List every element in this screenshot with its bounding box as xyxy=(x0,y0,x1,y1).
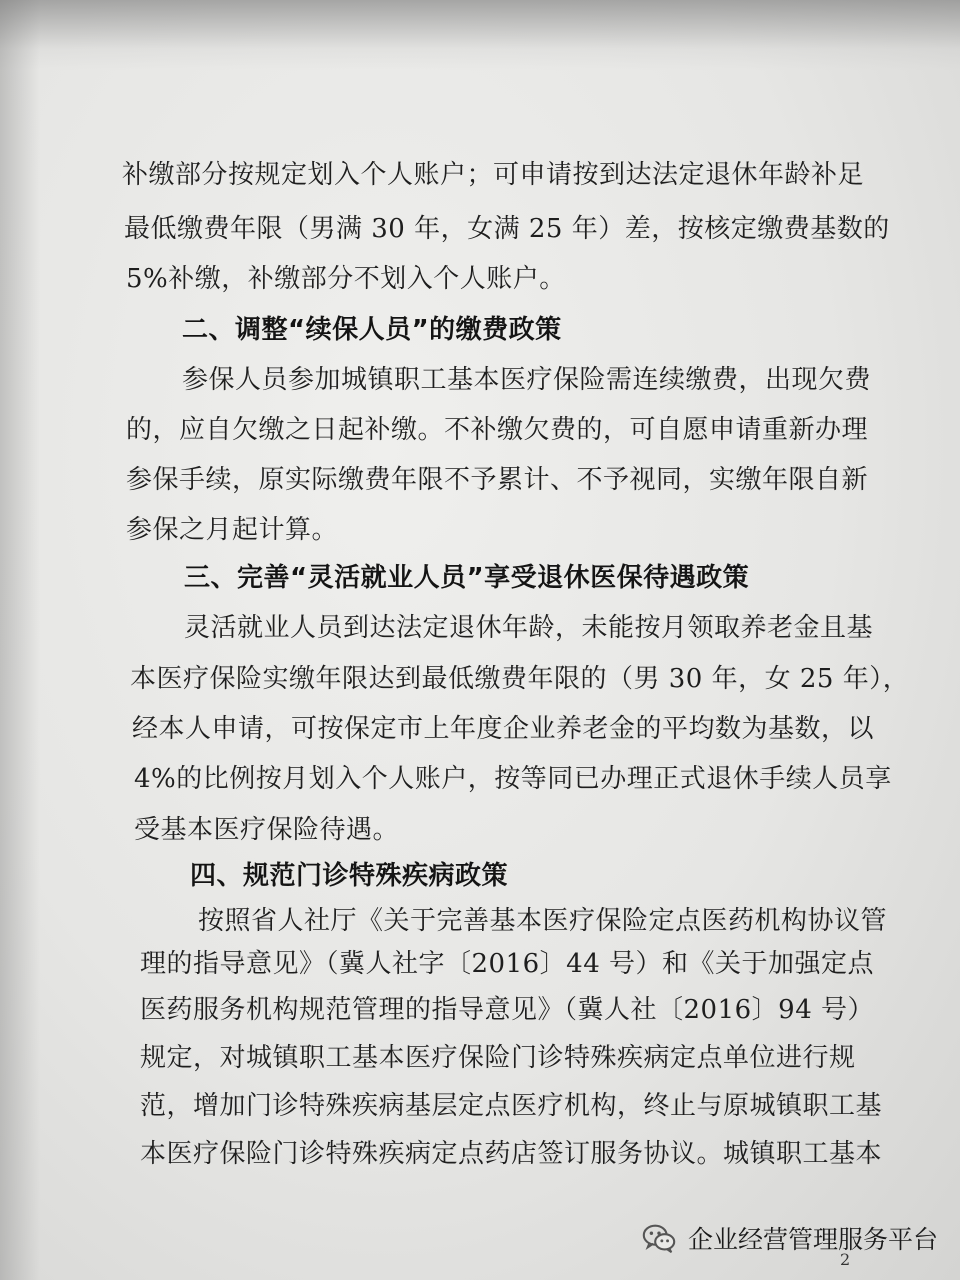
text-line: 经本人申请，可按保定市上年度企业养老金的平均数为基数，以 xyxy=(132,714,875,744)
watermark-text: 企业经营管理服务平台 xyxy=(688,1225,939,1254)
text-line: 规定，对城镇职工基本医疗保险门诊特殊疾病定点单位进行规 xyxy=(140,1043,856,1073)
watermark xyxy=(640,1218,938,1258)
text-line: 参保之月起计算。 xyxy=(126,515,339,545)
text-line: 4%的比例按月划入个人账户，按等同已办理正式退休手续人员享 xyxy=(134,764,892,794)
text-line: 理的指导意见》（冀人社字〔2016〕44 号）和《关于加强定点 xyxy=(140,949,875,979)
text-line: 的，应自欠缴之日起补缴。不补缴欠费的，可自愿申请重新办理 xyxy=(126,415,869,445)
wechat-icon xyxy=(640,1219,678,1257)
left-shadow xyxy=(0,0,40,1280)
text-line: 5%补缴，补缴部分不划入个人账户。 xyxy=(126,264,566,294)
text-line: 范，增加门诊特殊疾病基层定点医疗机构，终止与原城镇职工基 xyxy=(140,1091,883,1121)
text-line: 最低缴费年限（男满 30 年，女满 25 年）差，按核定缴费基数的 xyxy=(124,214,890,244)
page-number: 2 xyxy=(840,1250,851,1269)
text-line: 参保手续，原实际缴费年限不予累计、不予视同，实缴年限自新 xyxy=(126,465,869,495)
section-heading-3: 三、完善“灵活就业人员”享受退休医保待遇政策 xyxy=(184,563,750,593)
text-line: 受基本医疗保险待遇。 xyxy=(134,815,400,845)
text-line: 按照省人社厅《关于完善基本医疗保险定点医药机构协议管 xyxy=(198,906,888,936)
text-line: 补缴部分按规定划入个人账户；可申请按到达法定退休年龄补足 xyxy=(122,160,865,190)
text-line: 本医疗保险门诊特殊疾病定点药店签订服务协议。城镇职工基本 xyxy=(140,1139,883,1169)
section-heading-4: 四、规范门诊特殊疾病政策 xyxy=(190,861,509,891)
section-heading-2: 二、调整“续保人员”的缴费政策 xyxy=(182,315,562,345)
text-line: 医药服务机构规范管理的指导意见》（冀人社〔2016〕94 号） xyxy=(140,995,875,1025)
top-shadow xyxy=(0,0,960,70)
text-line: 本医疗保险实缴年限达到最低缴费年限的（男 30 年，女 25 年）， xyxy=(130,664,910,694)
text-line: 参保人员参加城镇职工基本医疗保险需连续缴费，出现欠费 xyxy=(182,365,872,395)
text-line: 灵活就业人员到达法定退休年龄，未能按月领取养老金且基 xyxy=(184,613,874,643)
